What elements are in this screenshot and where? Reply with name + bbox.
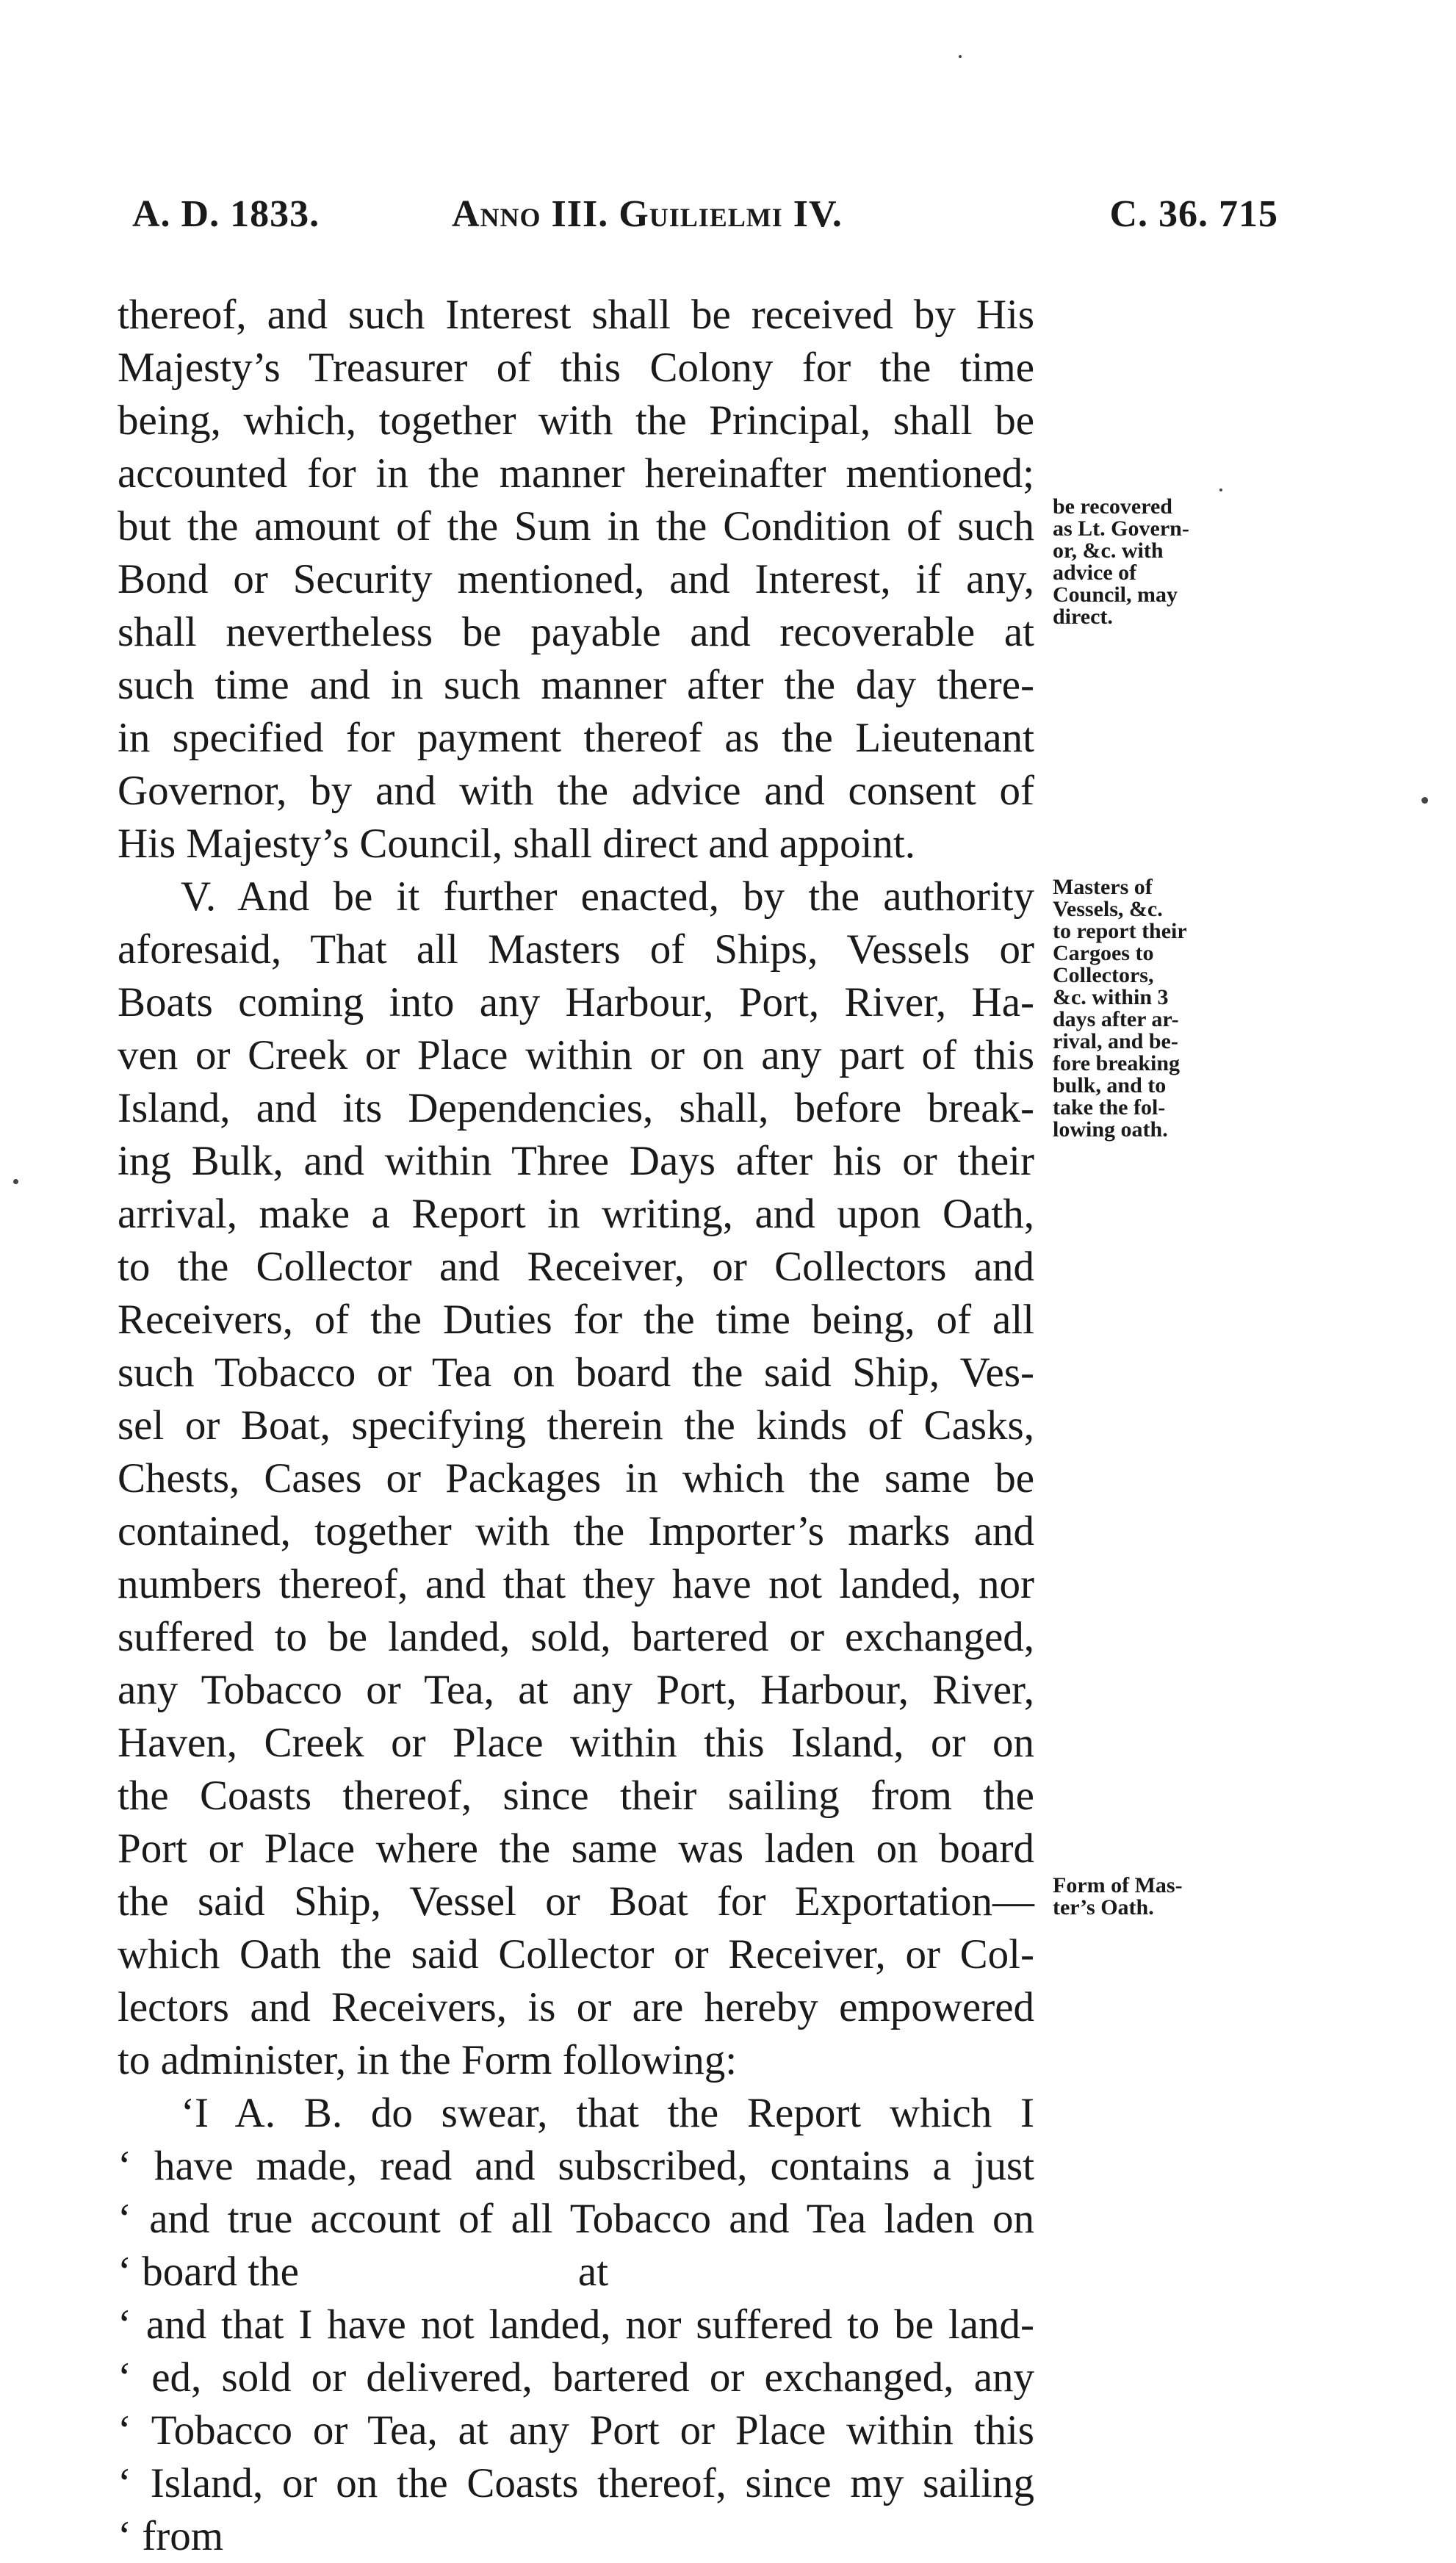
text-line: Bond or Security mentioned, and Interest, if any,	[118, 556, 1034, 602]
margin-note-line: be recovered	[1053, 494, 1172, 519]
margin-note-line: fore breaking	[1053, 1051, 1181, 1075]
oath-line: ‘ Island, or on the Coasts thereof, since my sailing	[118, 2460, 1034, 2506]
margin-note-line: to report their	[1053, 919, 1187, 943]
margin-note-line: Form of Mas-	[1053, 1873, 1183, 1897]
text-line: aforesaid, That all Masters of Ships, Vessels or	[118, 926, 1034, 973]
margin-note-line: Council, may	[1053, 583, 1178, 607]
text-line: Boats coming into any Harbour, Port, River, Ha-	[118, 979, 1034, 1025]
oath-line: ‘ Tobacco or Tea, at any Port or Place within this	[118, 2407, 1034, 2454]
text-line: suffered to be landed, sold, bartered or exchanged,	[118, 1614, 1034, 1660]
margin-note-line: bulk, and to	[1053, 1073, 1167, 1097]
margin-note-line: ter’s Oath.	[1053, 1895, 1154, 1919]
margin-note-line: direct.	[1053, 605, 1113, 629]
text-line: such time and in such manner after the day there-	[118, 662, 1034, 708]
text-line: the Coasts thereof, since their sailing from the	[118, 1773, 1034, 1819]
margin-note-line: Cargoes to	[1053, 941, 1154, 965]
text-line: ven or Creek or Place within or on any part of this	[118, 1032, 1034, 1078]
text-line: accounted for in the manner hereinafter mentioned;	[118, 450, 1034, 497]
text-line: numbers thereof, and that they have not landed, nor	[118, 1561, 1034, 1607]
oath-line: ‘ have made, read and subscribed, contains a just	[118, 2143, 1034, 2189]
running-header	[132, 192, 1278, 259]
text-line: but the amount of the Sum in the Condition of such	[118, 503, 1034, 549]
margin-note-line: as Lt. Govern-	[1053, 516, 1189, 541]
oath-line: ‘ and true account of all Tobacco and Tea laden on	[118, 2196, 1034, 2242]
text-line: shall nevertheless be payable and recoverable at	[118, 609, 1034, 655]
text-line: Port or Place where the same was laden on board	[118, 1825, 1034, 1872]
text-line: Haven, Creek or Place within this Island, or on	[118, 1720, 1034, 1766]
oath-line: ‘ from	[118, 2513, 224, 2559]
text-line: His Majesty’s Council, shall direct and appoint.	[118, 821, 916, 867]
body-text	[118, 289, 1034, 2563]
margin-note-line: take the fol-	[1053, 1095, 1166, 1120]
oath-line-with-blank	[118, 2246, 1034, 2299]
margin-note-line: &c. within 3	[1053, 985, 1169, 1009]
text-line: Island, and its Dependencies, shall, before break-	[118, 1085, 1034, 1131]
margin-note-masters	[1053, 876, 1229, 1141]
text-line: contained, together with the Importer’s marks and	[118, 1508, 1034, 1554]
oath-board-the: ‘ board the	[118, 2249, 299, 2295]
text-line: to administer, in the Form following:	[118, 2037, 738, 2083]
margin-note-line: Masters of	[1053, 875, 1153, 899]
margin-note-recovery	[1053, 496, 1229, 628]
text-line: Governor, by and with the advice and consent of	[118, 768, 1034, 814]
text-line: which Oath the said Collector or Receiver, or Col-	[118, 1931, 1034, 1978]
scan-speck	[959, 55, 962, 58]
text-line: lectors and Receivers, is or are hereby empowered	[118, 1984, 1034, 2030]
section-v-start: V. And be it further enacted, by the authority	[181, 873, 1034, 920]
margin-note-line: rival, and be-	[1053, 1029, 1178, 1053]
text-line: sel or Boat, specifying therein the kinds of Casks,	[118, 1402, 1034, 1449]
header-chapter-page: C. 36. 715	[1109, 193, 1278, 235]
oath-at: at	[577, 2249, 609, 2295]
text-line: Chests, Cases or Packages in which the same be	[118, 1455, 1034, 1502]
text-line: Receivers, of the Duties for the time being, of all	[118, 1297, 1034, 1343]
scan-speck	[1421, 797, 1428, 804]
margin-note-line: lowing oath.	[1053, 1117, 1168, 1142]
text-line: being, which, together with the Principal, shall be	[118, 397, 1034, 444]
margin-note-oath-form	[1053, 1875, 1229, 1919]
header-year: A. D. 1833.	[132, 193, 320, 235]
oath-line: ‘ ed, sold or delivered, bartered or exchanged, any	[118, 2354, 1034, 2401]
oath-line: ‘ and that I have not landed, nor suffered to be land-	[118, 2301, 1034, 2348]
scan-speck	[13, 1179, 18, 1184]
margin-note-line: advice of	[1053, 560, 1137, 585]
text-line: arrival, make a Report in writing, and upon Oath,	[118, 1191, 1034, 1237]
oath-start: ‘I A. B. do swear, that the Report which I	[181, 2090, 1034, 2136]
scan-speck	[1219, 489, 1222, 491]
text-line: the said Ship, Vessel or Boat for Exportation—	[118, 1878, 1034, 1925]
text-line: thereof, and such Interest shall be received by His	[118, 292, 1034, 338]
text-line: ing Bulk, and within Three Days after his or their	[118, 1138, 1034, 1184]
text-line: to the Collector and Receiver, or Collectors and	[118, 1244, 1034, 1290]
text-line: such Tobacco or Tea on board the said Ship, Ves-	[118, 1349, 1034, 1396]
margin-note-line: Vessels, &c.	[1053, 897, 1163, 921]
margin-note-line: or, &c. with	[1053, 538, 1164, 563]
text-line: Majesty’s Treasurer of this Colony for the time	[118, 345, 1034, 391]
header-regnal-year: Anno III. Guilielmi IV.	[452, 193, 843, 235]
margin-note-line: days after ar-	[1053, 1007, 1179, 1031]
text-line: in specified for payment thereof as the Lieutenant	[118, 715, 1034, 761]
text-line: any Tobacco or Tea, at any Port, Harbour, River,	[118, 1667, 1034, 1713]
margin-note-line: Collectors,	[1053, 963, 1154, 987]
